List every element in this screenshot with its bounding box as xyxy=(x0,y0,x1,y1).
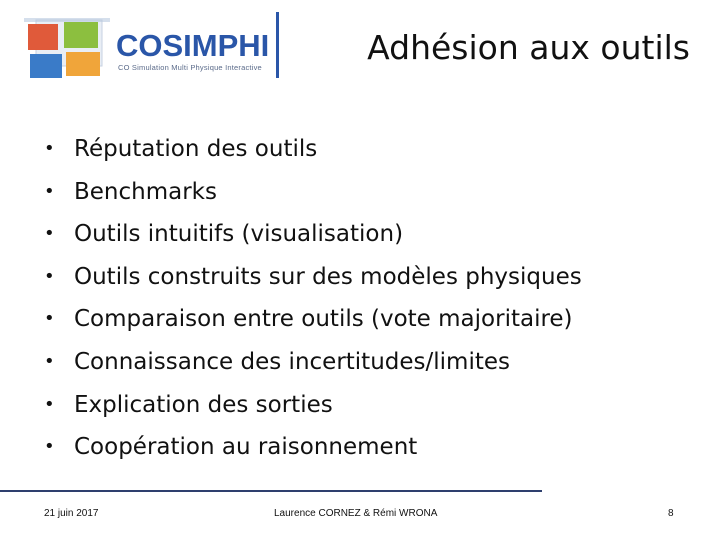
slide-title: Adhésion aux outils xyxy=(367,28,690,67)
bullet-item xyxy=(44,128,694,171)
bullet-item xyxy=(44,213,694,256)
bullet-text: Outils construits sur des modèles physiques xyxy=(74,263,582,290)
bullet-text: Comparaison entre outils (vote majoritaire) xyxy=(74,306,573,333)
bullet-item xyxy=(44,426,694,469)
footer-date: 21 juin 2017 xyxy=(44,508,99,519)
footer-authors: Laurence CORNEZ & Rémi WRONA xyxy=(274,508,438,519)
bullet-dot-icon: • xyxy=(44,350,55,372)
bullet-item xyxy=(44,341,694,384)
bullet-text: Coopération au raisonnement xyxy=(74,434,418,461)
bullet-item xyxy=(44,171,694,214)
footer-divider xyxy=(0,490,542,492)
logo-tagline: CO Simulation Multi Physique Interactive xyxy=(118,63,262,72)
bullet-item xyxy=(44,298,694,341)
bullet-item xyxy=(44,256,694,299)
logo-wordmark: COSIMPHI xyxy=(116,28,270,63)
cosimphi-logo xyxy=(18,10,283,82)
cube-logo-icon xyxy=(18,14,114,80)
bullet-dot-icon: • xyxy=(44,180,55,202)
bullet-text: Explication des sorties xyxy=(74,391,333,418)
bullet-item xyxy=(44,384,694,427)
bullet-dot-icon: • xyxy=(44,393,55,415)
bullet-dot-icon: • xyxy=(44,436,55,458)
bullet-text: Outils intuitifs (visualisation) xyxy=(74,221,404,248)
bullet-text: Réputation des outils xyxy=(74,136,318,162)
bullet-list xyxy=(44,128,694,469)
bullet-text: Benchmarks xyxy=(74,178,217,205)
bullet-dot-icon: • xyxy=(44,265,55,287)
logo-divider xyxy=(276,12,279,78)
bullet-dot-icon: • xyxy=(44,223,55,245)
bullet-dot-icon: • xyxy=(44,138,55,159)
bullet-text: Connaissance des incertitudes/limites xyxy=(74,348,510,375)
bullet-dot-icon: • xyxy=(44,308,55,330)
page-number: 8 xyxy=(668,508,674,519)
